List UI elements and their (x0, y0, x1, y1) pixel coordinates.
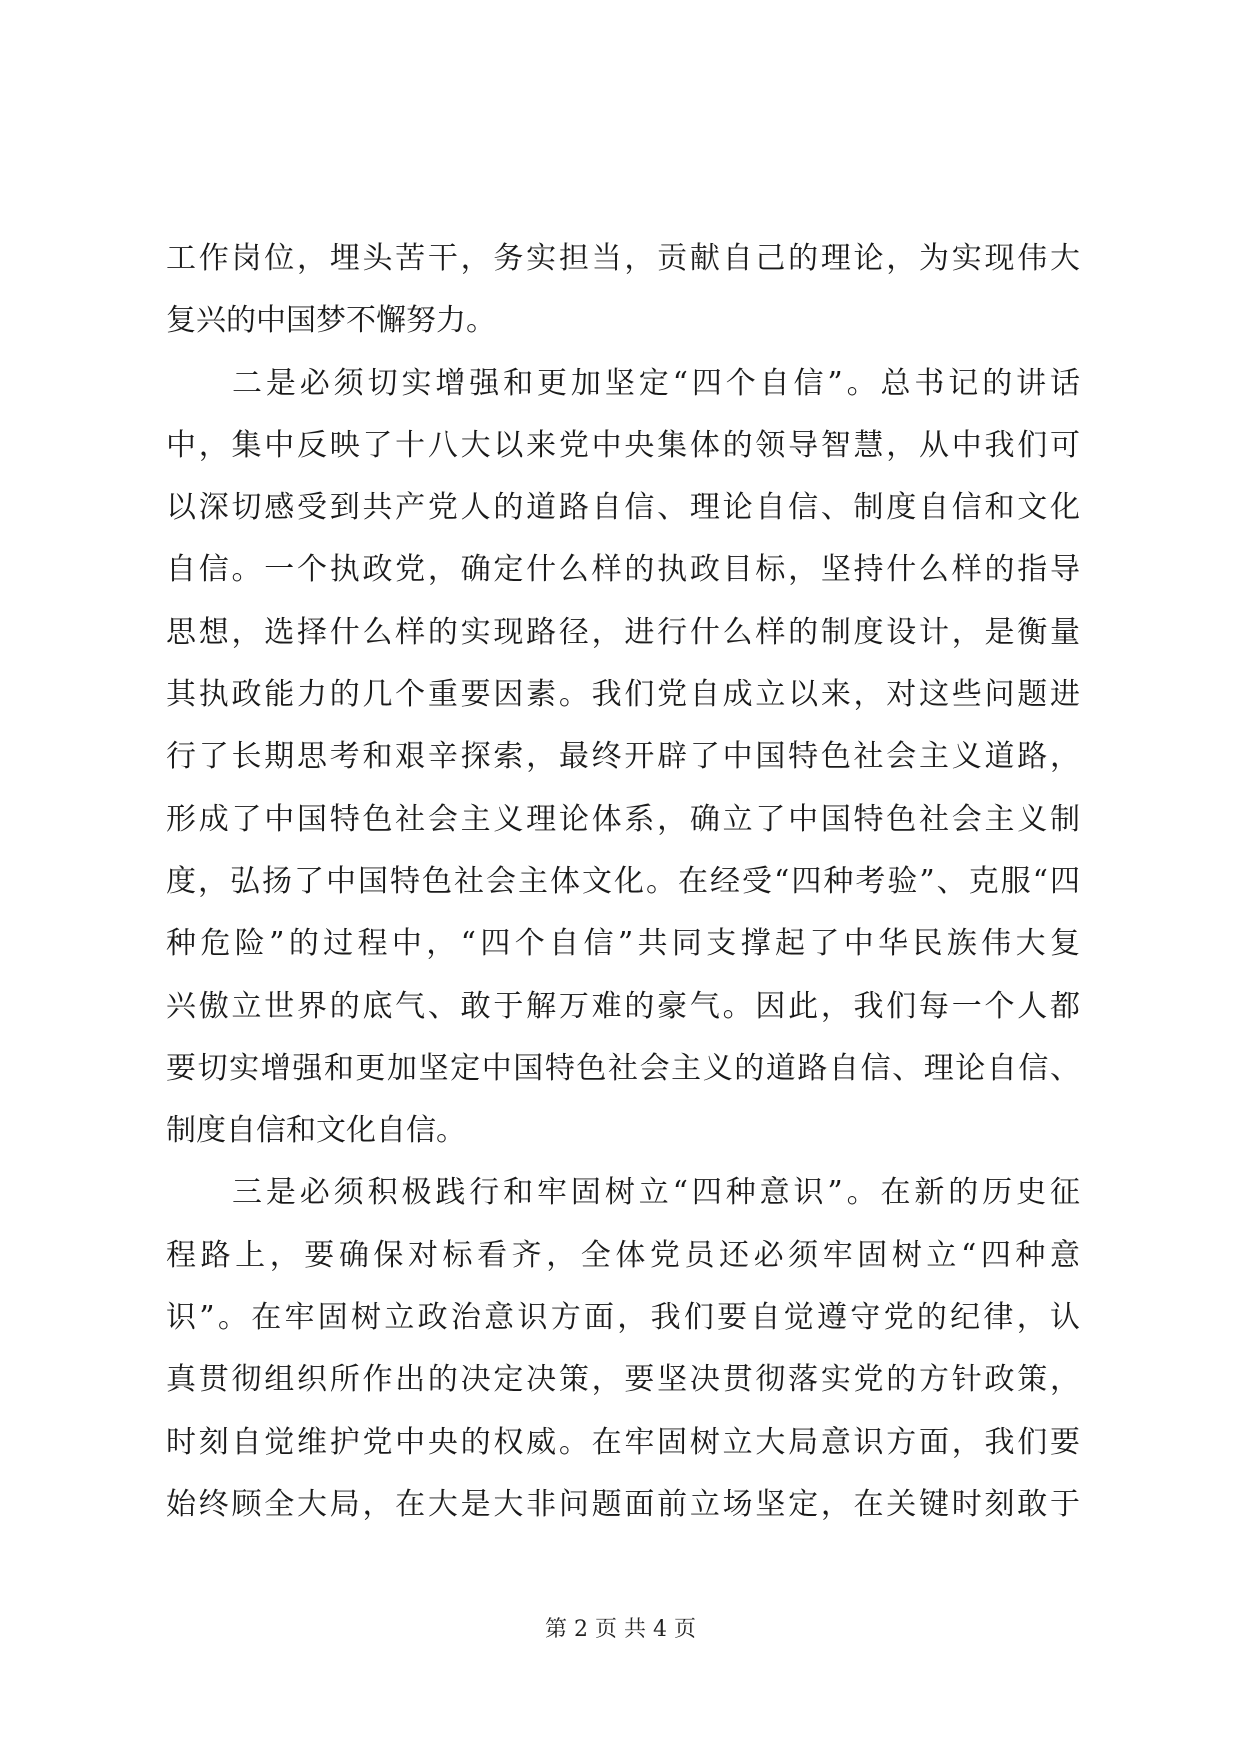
text-line: 始终顾全大局，在大是大非问题面前立场坚定，在关键时刻敢于 (166, 1486, 1080, 1522)
text-line: 识”。在牢固树立政治意识方面，我们要自觉遵守党的纪律，认 (166, 1300, 1080, 1336)
text-line: 要切实增强和更加坚定中国特色社会主义的道路自信、理论自信、 (166, 1050, 1080, 1086)
text-line: 中，集中反映了十八大以来党中央集体的领导智慧，从中我们可 (166, 427, 1080, 463)
text-line: 思想，选择什么样的实现路径，进行什么样的制度设计，是衡量 (166, 614, 1080, 650)
text-line: 时刻自觉维护党中央的权威。在牢固树立大局意识方面，我们要 (166, 1424, 1080, 1460)
text-line: 程路上，要确保对标看齐，全体党员还必须牢固树立“四种意 (166, 1237, 1080, 1273)
text-line: 以深切感受到共产党人的道路自信、理论自信、制度自信和文化 (166, 490, 1080, 526)
text-line: 度，弘扬了中国特色社会主体文化。在经受“四种考验”、克服“四 (166, 863, 1080, 899)
text-line: 其执政能力的几个重要因素。我们党自成立以来，对这些问题进 (166, 677, 1080, 713)
text-line: 行了长期思考和艰辛探索，最终开辟了中国特色社会主义道路， (166, 739, 1080, 775)
text-line: 自信。一个执政党，确定什么样的执政目标，坚持什么样的指导 (166, 552, 1080, 588)
text-line: 制度自信和文化自信。 (166, 1113, 466, 1149)
text-line: 真贯彻组织所作出的决定决策，要坚决贯彻落实党的方针政策， (166, 1362, 1080, 1398)
text-line: 复兴的中国梦不懈努力。 (166, 303, 496, 339)
page-footer: 第 2 页 共 4 页 (545, 1617, 696, 1642)
text-line: 兴傲立世界的底气、敢于解万难的豪气。因此，我们每一个人都 (166, 988, 1080, 1024)
text-line: 种危险”的过程中，“四个自信”共同支撑起了中华民族伟大复 (166, 926, 1080, 962)
text-line: 三是必须积极践行和牢固树立“四种意识”。在新的历史征 (232, 1175, 1080, 1211)
text-line: 形成了中国特色社会主义理论体系，确立了中国特色社会主义制 (166, 801, 1080, 837)
text-line: 二是必须切实增强和更加坚定“四个自信”。总书记的讲话 (232, 365, 1080, 401)
document-body (166, 228, 1080, 1536)
text-line: 工作岗位，埋头苦干，务实担当，贡献自己的理论，为实现伟大 (166, 241, 1080, 276)
